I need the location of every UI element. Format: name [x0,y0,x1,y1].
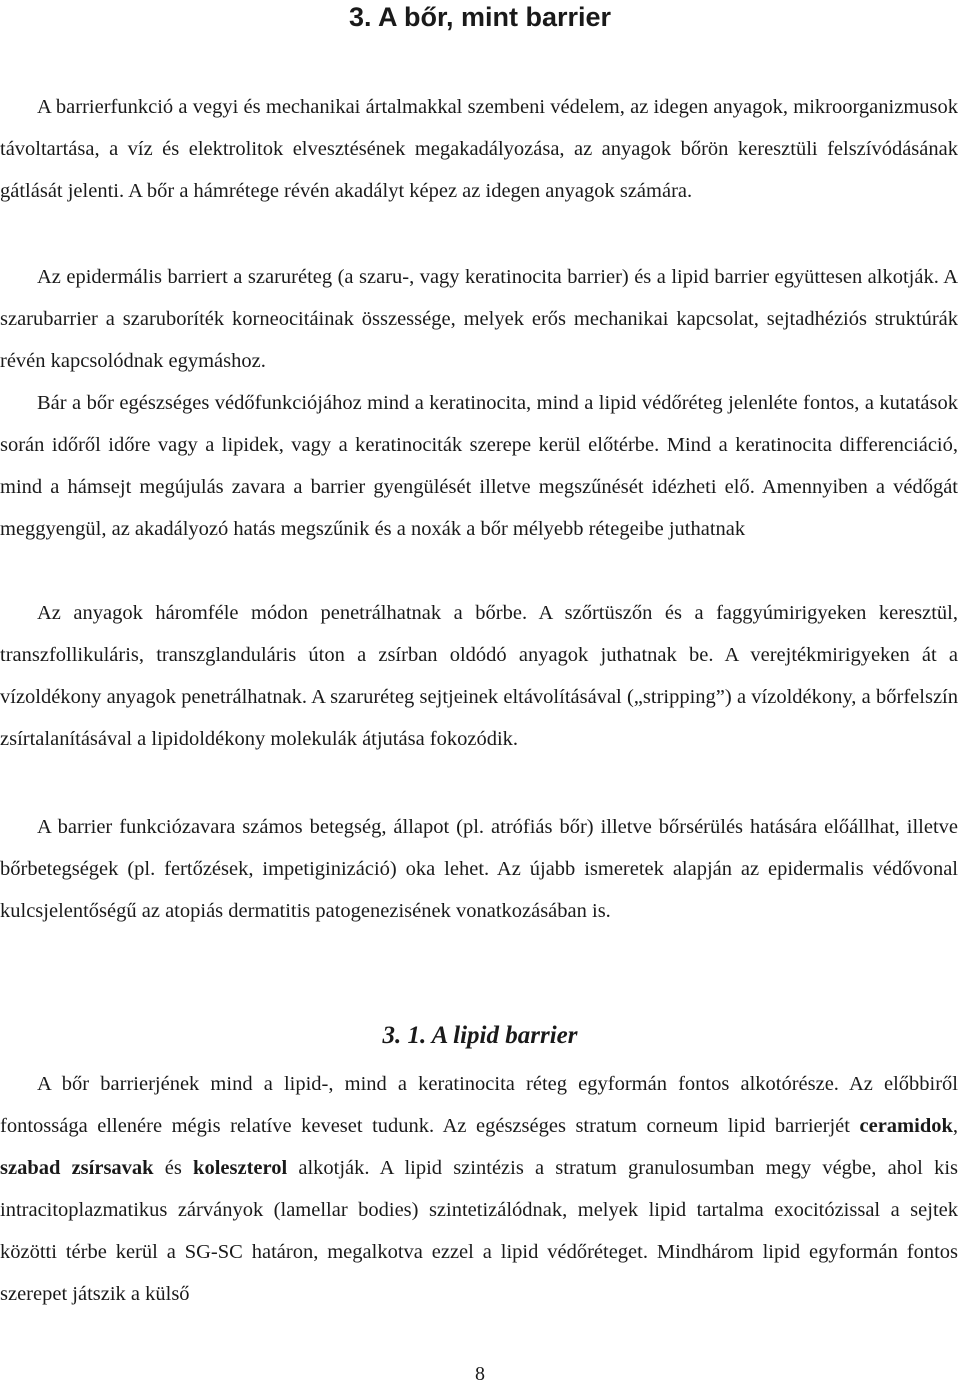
paragraph-protective-function: Bár a bőr egészséges védőfunkciójához mind a keratinocita, mind a lipid védőréteg jelenléte fontos, a kutatások során időről időre vagy a lipidek, vagy a keratinociták szerepe kerül előtérbe. Mind a keratinocita differenciáció, mind a hámsejt megújulás zavara a barrier gyengülését illetve megszűnését idézheti elő. Amennyiben a védőgát meggyengül, az akadályozó hatás megszűnik és a noxák a bőr mélyebb rétegeibe juthatnak [0,392,958,540]
paragraph-epidermal-barrier: Az epidermális barriert a szaruréteg (a szaru-, vagy keratinocita barrier) és a lipid barrier együttesen alkotják. A szarubarrier a szaruboríték korneocitáinak összessége, melyek erős mechanikai kapcsolat, sejtadhéziós struktúrák révén kapcsolódnak egymáshoz. [0,266,958,372]
paragraph-barrier-function: A barrierfunkció a vegyi és mechanikai ártalmakkal szembeni védelem, az idegen anyagok, mikroorganizmusok távoltartása, a víz és elektrolitok elvesztésének megakadályozása, az anyagok bőrön keresztüli felszívódásának gátlását jelenti. A bőr a hámrétege révén akadályt képez az idegen anyagok számára. [0,96,958,202]
lipid-text-part-4: alkotják. A lipid szintézis a stratum granulosumban megy végbe, ahol kis intracitoplazmatikus zárványok (lamellar bodies) szintetizálódnak, melyek lipid tartalma exocitózissal a sejtek közötti térbe kerül a SG-SC határon, megalkotva ezzel a lipid védőréteget. Mindhárom lipid egyformán fontos szerepet játszik a külső [0,1157,958,1305]
paragraph-barrier-dysfunction: A barrier funkciózavara számos betegség, állapot (pl. atrófiás bőr) illetve bőrsérülés hatására előállhat, illetve bőrbetegségek (pl. fertőzések, impetiginizáció) oka lehet. Az újabb ismeretek alapján az epidermalis védővonal kulcsjelentőségű az atopiás dermatitis patogenezisének vonatkozásában is. [0,816,958,922]
section-title: 3. 1. A lipid barrier [382,1022,578,1049]
bold-term-ceramides: ceramidok [859,1115,953,1137]
lipid-text-part-3: és [153,1157,194,1179]
paragraph-penetration-routes: Az anyagok háromféle módon penetrálhatnak a bőrbe. A szőrtüszőn és a faggyúmirigyeken keresztül, transzfollikuláris, transzglanduláris úton a zsírban oldódó anyagok juthatnak be. A verejtékmirigyeken át a vízoldékony anyagok penetrálhatnak. A szaruréteg sejtjeinek eltávolításával („stripping”) a vízoldékony, a bőrfelszín zsírtalanításával a lipidoldékony molekulák átjutása fokozódik. [0,602,958,750]
lipid-text-part-1: A bőr barrierjének mind a lipid-, mind a keratinocita réteg egyformán fontos alkotórésze. Az előbbiről fontossága ellenére mégis relatíve keveset tudunk. Az egészséges stratum corneum lipid barrierjét [0,1073,958,1137]
paragraph-lipid-barrier [0,1063,958,1315]
bold-term-cholesterol: koleszterol [193,1157,288,1179]
page-number: 8 [475,1363,485,1385]
bold-term-free-fatty-acids: szabad zsírsavak [0,1157,154,1179]
chapter-title: 3. A bőr, mint barrier [348,2,612,32]
lipid-text-part-2: , [952,1115,958,1137]
